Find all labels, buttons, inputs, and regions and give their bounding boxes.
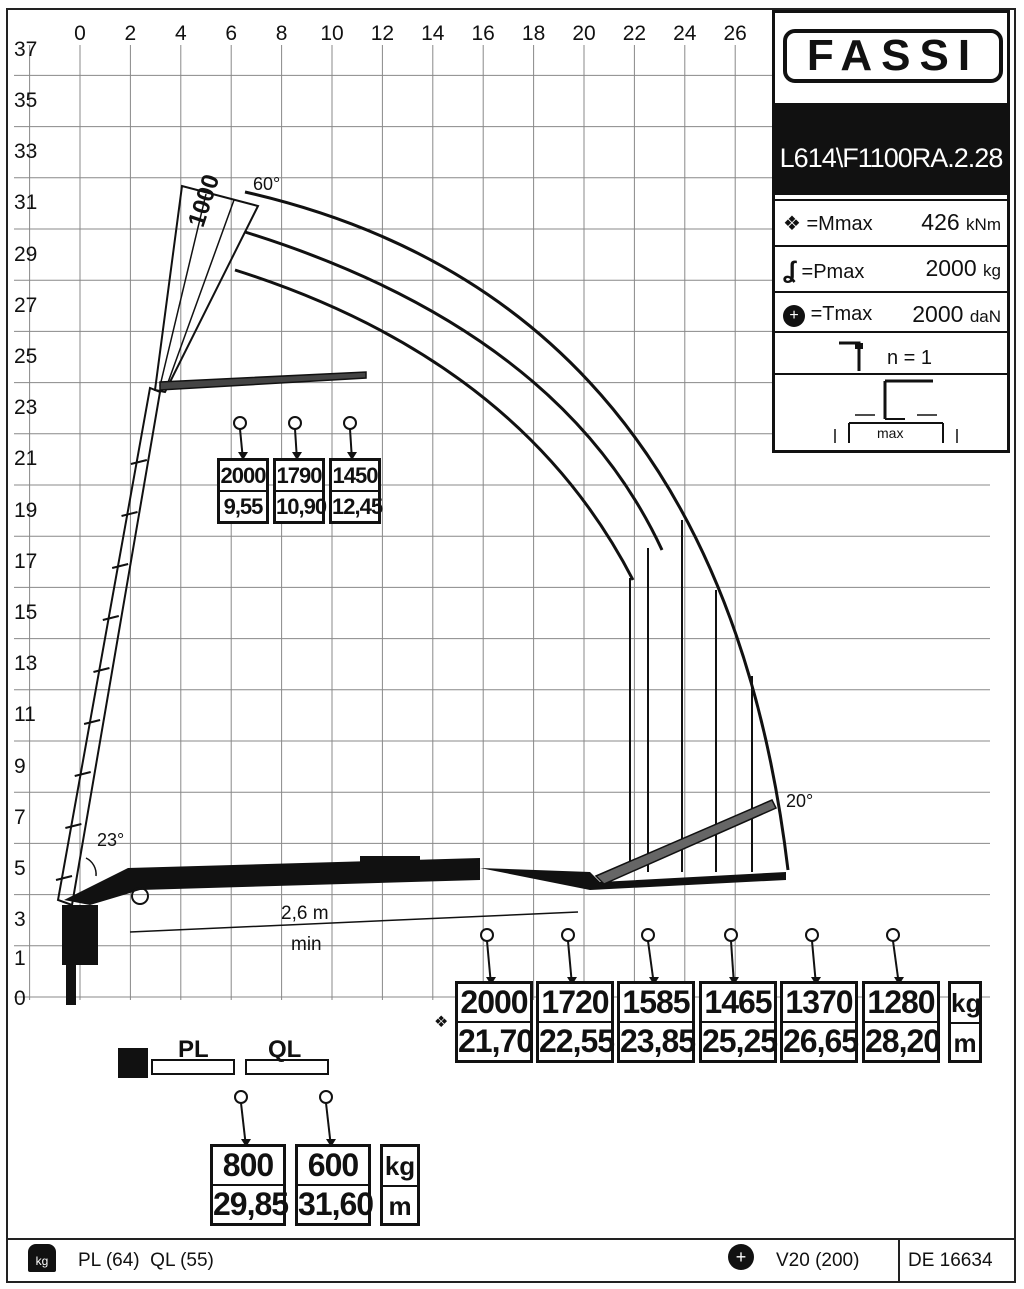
footer-pl-ql: PL (64) QL (55) xyxy=(78,1250,214,1271)
y-tick-label: 0 xyxy=(14,987,26,1010)
footer-code: DE 16634 xyxy=(908,1250,993,1271)
hook-icon xyxy=(289,417,301,429)
mmax-row xyxy=(775,199,1007,247)
y-tick-label: 27 xyxy=(14,293,38,317)
ext-unit-kg: kg xyxy=(383,1147,417,1187)
upper-load-m: 12,45 xyxy=(332,494,383,519)
x-tick-label: 14 xyxy=(421,22,445,45)
main-load-kg: 2000 xyxy=(458,984,530,1023)
y-tick-label: 11 xyxy=(14,703,36,727)
mmax-unit: kNm xyxy=(966,215,1001,234)
y-tick-label: 13 xyxy=(14,652,38,676)
rope-falls-label: n = 1 xyxy=(887,347,933,369)
boom-rung xyxy=(84,720,100,724)
main-load-table xyxy=(862,981,940,1063)
boom-rung xyxy=(103,616,119,620)
pmax-value: 2000 xyxy=(925,255,977,281)
boom-rung xyxy=(65,824,81,828)
main-load-table xyxy=(617,981,695,1063)
boom-rung xyxy=(93,668,109,672)
extension-unit-box xyxy=(380,1144,420,1226)
footer-divider xyxy=(898,1240,900,1283)
upper-load-kg: 2000 xyxy=(220,461,266,492)
x-tick-label: 2 xyxy=(124,22,137,45)
min-distance-line xyxy=(130,912,578,932)
pl-label: PL xyxy=(178,1036,209,1063)
outer-envelope-curve xyxy=(245,192,788,870)
unit-kg: kg xyxy=(951,984,979,1024)
x-tick-label: 6 xyxy=(225,22,238,45)
y-tick-label: 33 xyxy=(14,140,38,164)
main-load-table xyxy=(780,981,858,1063)
hook-icon xyxy=(481,929,493,941)
main-unit-box xyxy=(948,981,982,1063)
min-distance-text: min xyxy=(291,934,322,955)
mmax-marker-icon: ❖ xyxy=(434,1014,449,1031)
boom-upright xyxy=(58,388,160,905)
angle-label-upper: 60° xyxy=(253,174,281,194)
main-load-table xyxy=(455,981,533,1063)
ext-unit-m: m xyxy=(388,1191,412,1221)
y-tick-label: 25 xyxy=(14,345,38,368)
crane-leg xyxy=(66,965,76,1005)
main-load-table xyxy=(699,981,777,1063)
main-load-table xyxy=(536,981,614,1063)
boom-rung xyxy=(112,564,128,568)
mmax-label: =Mmax xyxy=(806,213,873,235)
main-load-m: 22,55 xyxy=(539,1023,615,1059)
main-load-kg: 1465 xyxy=(702,984,774,1023)
cab-icon xyxy=(118,1048,148,1078)
main-load-m: 23,85 xyxy=(620,1023,696,1059)
x-tick-label: 26 xyxy=(723,22,747,45)
y-tick-label: 5 xyxy=(14,857,26,880)
extension-load-m: 29,85 xyxy=(213,1186,289,1222)
y-tick-label: 19 xyxy=(14,498,38,522)
boom-rung xyxy=(56,876,72,880)
extension-load-table xyxy=(210,1144,289,1226)
boom-rung xyxy=(131,460,147,464)
main-load-m: 25,25 xyxy=(702,1023,778,1059)
stabilizer-label: max xyxy=(877,425,904,441)
y-tick-label: 29 xyxy=(14,242,38,266)
y-tick-label: 7 xyxy=(14,805,26,829)
weight-icon: kg xyxy=(28,1244,56,1272)
spec-panel xyxy=(772,10,1010,453)
upper-horizontal-jib xyxy=(160,372,366,390)
x-tick-label: 16 xyxy=(471,22,495,45)
hook-icon xyxy=(887,929,899,941)
y-tick-label: 35 xyxy=(14,89,38,112)
upper-load-kg: 1450 xyxy=(332,461,378,492)
main-load-kg: 1280 xyxy=(865,984,937,1023)
main-load-kg: 1370 xyxy=(783,984,855,1023)
crane-column xyxy=(62,905,98,965)
extension-load-kg: 800 xyxy=(213,1147,283,1186)
jib-20deg xyxy=(596,800,776,884)
x-tick-label: 4 xyxy=(174,22,187,45)
ql-label: QL xyxy=(268,1036,302,1063)
model-name: L614\F1100RA.2.28 xyxy=(772,103,1010,195)
winch-icon: + xyxy=(783,305,805,327)
mmax-value: 426 xyxy=(921,209,960,235)
angle-arc-icon xyxy=(86,858,96,876)
boom-section xyxy=(360,856,420,866)
brand-logo: FASSI xyxy=(783,29,1003,83)
main-load-kg: 1585 xyxy=(620,984,692,1023)
hook-icon xyxy=(725,929,737,941)
footer xyxy=(6,1238,1016,1283)
unit-m: m xyxy=(953,1028,977,1058)
hook-icon xyxy=(320,1091,332,1103)
x-tick-label: 24 xyxy=(673,22,697,45)
y-tick-label: 9 xyxy=(14,754,26,778)
x-tick-label: 0 xyxy=(74,22,86,45)
x-tick-label: 8 xyxy=(275,22,288,45)
pmax-unit: kg xyxy=(983,261,1001,280)
tmax-value: 2000 xyxy=(912,301,964,327)
upper-load-kg: 1790 xyxy=(276,461,322,492)
pmax-row xyxy=(775,245,1007,293)
hook-icon xyxy=(234,417,246,429)
boom-rung xyxy=(122,512,138,516)
upper-load-table xyxy=(329,458,381,524)
y-tick-label: 15 xyxy=(14,601,38,624)
extension-load-kg: 600 xyxy=(298,1147,368,1186)
main-load-m: 21,70 xyxy=(458,1023,534,1059)
upper-load-m: 10,90 xyxy=(276,494,327,519)
jib-load-label: 1000 xyxy=(183,171,226,231)
angle-label-lower: 20° xyxy=(786,791,814,811)
y-tick-label: 37 xyxy=(14,37,38,61)
hook-icon xyxy=(642,929,654,941)
x-tick-label: 18 xyxy=(521,22,546,45)
stabilizer-row xyxy=(775,373,1007,451)
main-load-m: 26,65 xyxy=(783,1023,859,1059)
y-tick-label: 1 xyxy=(14,947,26,971)
upper-load-table xyxy=(217,458,269,524)
min-distance-value: 2,6 m xyxy=(281,903,329,924)
y-tick-label: 23 xyxy=(14,396,38,420)
angle-label-base: 23° xyxy=(97,830,125,850)
y-tick-label: 31 xyxy=(14,191,38,215)
mmax-icon: ❖ =Mmax xyxy=(783,213,873,235)
load-curves xyxy=(235,192,788,872)
pmax-label: =Pmax xyxy=(801,261,865,283)
hook-icon xyxy=(344,417,356,429)
upper-load-table xyxy=(273,458,325,524)
x-tick-label: 10 xyxy=(320,22,344,45)
pivot-icon xyxy=(132,888,148,904)
crane-drawing xyxy=(56,186,786,1005)
tmax-label: =Tmax xyxy=(810,303,873,325)
main-load-kg: 1720 xyxy=(539,984,611,1023)
hook-icon xyxy=(235,1091,247,1103)
hook-icon xyxy=(806,929,818,941)
hook-icon: ʆ xyxy=(783,257,796,284)
main-load-m: 28,20 xyxy=(865,1023,941,1059)
boom-rung xyxy=(75,772,91,776)
y-tick-label: 17 xyxy=(14,549,38,573)
upper-load-m: 9,55 xyxy=(223,494,263,519)
x-tick-label: 22 xyxy=(622,22,647,45)
tmax-unit: daN xyxy=(969,307,1001,326)
extension-load-table xyxy=(295,1144,374,1226)
extension-load-m: 31,60 xyxy=(298,1186,374,1222)
rope-icon xyxy=(835,335,875,375)
x-tick-label: 20 xyxy=(572,22,596,45)
footer-winch-icon: + xyxy=(728,1244,754,1270)
y-tick-label: 3 xyxy=(14,908,26,932)
y-tick-label: 21 xyxy=(14,447,38,471)
hook-icon xyxy=(562,929,574,941)
footer-winch: V20 (200) xyxy=(776,1250,860,1271)
x-tick-label: 12 xyxy=(370,22,395,45)
